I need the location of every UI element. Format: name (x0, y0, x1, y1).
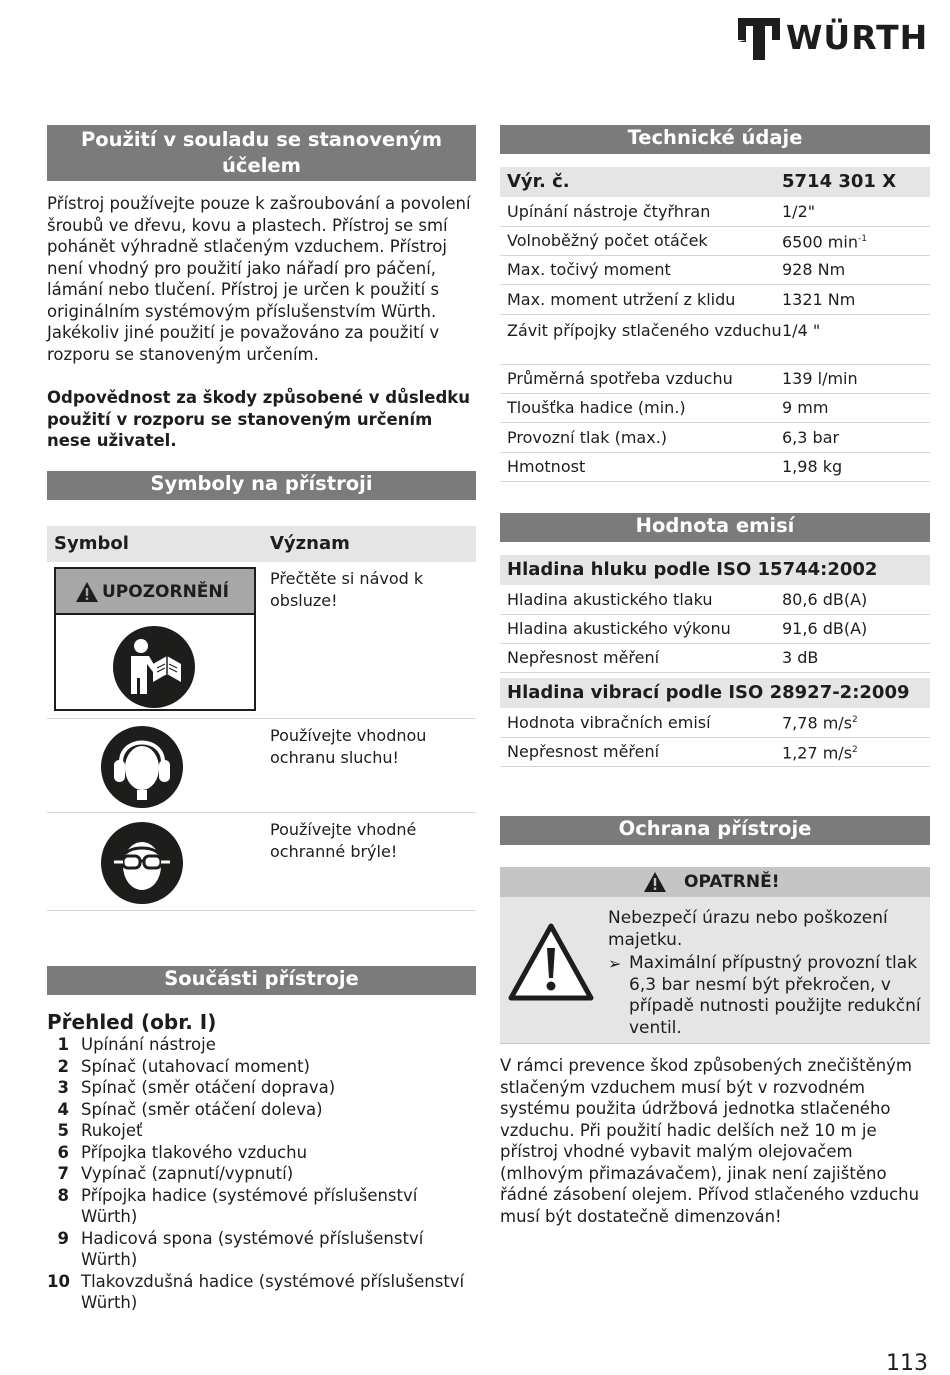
arrow-bullet-icon: ➢ (608, 954, 622, 973)
warning-label-header (56, 569, 254, 615)
component-label: Hadicová spona (systémové příslušenství Würth) (81, 1228, 424, 1269)
spec-value-text: 7,78 m/s (782, 713, 853, 733)
spec-row (500, 364, 930, 393)
technical-header-row (500, 167, 930, 197)
spec-label: Závit přípojky stlačeného vzduchu (500, 314, 782, 364)
component-label: Vypínač (zapnutí/vypnutí) (81, 1164, 294, 1183)
component-item (47, 1056, 476, 1078)
symbols-table-header (47, 526, 476, 562)
spec-value (782, 393, 930, 422)
spec-value-superscript: 2 (852, 715, 858, 726)
component-number: 1 (57, 1035, 69, 1054)
spec-value-text: 6500 min (782, 232, 858, 252)
spec-label: Max. točivý moment (500, 256, 782, 285)
components-section (47, 966, 476, 1314)
intended-use-title: Použití v souladu se stanoveným účelem (47, 125, 476, 181)
spec-value-text: 1/2" (782, 201, 816, 221)
spec-label: Provozní tlak (max.) (500, 423, 782, 452)
spec-value-text: 1,98 kg (782, 456, 843, 476)
article-number-value: 5714 301 X (782, 167, 930, 197)
spec-value (782, 256, 930, 285)
intended-use-section (47, 125, 476, 452)
component-item (47, 1142, 476, 1164)
spec-value (782, 314, 930, 364)
spec-label: Hladina akustického výkonu (500, 614, 782, 643)
symbols-section (47, 471, 476, 911)
noise-header-row-text: Hladina hluku podle ISO 15744:2002 (500, 555, 930, 585)
vibration-header-row-text: Hladina vibrací podle ISO 28927-2:2009 (500, 678, 930, 708)
spec-label: Max. moment utržení z klidu (500, 285, 782, 314)
noise-header-row (500, 555, 930, 585)
page-number: 113 (886, 1351, 928, 1375)
spec-value (782, 452, 930, 481)
caution-text: Nebezpečí úrazu nebo poškození majetku. (608, 908, 888, 950)
spec-row (500, 256, 930, 285)
spec-row (500, 585, 930, 614)
spec-label: Nepřesnost měření (500, 737, 782, 766)
symbol-row-ear (47, 719, 476, 813)
spec-value-text: 1321 Nm (782, 289, 856, 309)
spec-label: Upínání nástroje čtyřhran (500, 197, 782, 226)
spec-value-superscript: -1 (857, 234, 867, 245)
intended-use-paragraph-2: Jakékoliv jiné použití je považováno za použití v rozporu se stanoveným určením. (47, 323, 440, 364)
component-number: 7 (57, 1164, 69, 1183)
large-warning-triangle-icon (507, 922, 595, 1002)
caution-bullet-item (608, 953, 926, 1039)
spec-row (500, 197, 930, 226)
component-number: 4 (57, 1099, 69, 1119)
component-item (47, 1120, 476, 1142)
spec-row (500, 644, 930, 673)
spec-label: Hodnota vibračních emisí (500, 708, 782, 737)
component-number: 3 (57, 1078, 69, 1097)
warning-triangle-icon (643, 871, 667, 893)
component-number: 9 (57, 1228, 69, 1248)
spec-value-text: 139 l/min (782, 369, 858, 389)
spec-value-text: 1/4 " (782, 320, 821, 340)
component-number: 2 (57, 1056, 69, 1076)
warning-label-text: UPOZORNĚNÍ (102, 582, 229, 602)
spec-value (782, 364, 930, 393)
spec-value (782, 644, 930, 673)
spec-label: Nepřesnost měření (500, 644, 782, 673)
protection-title: Ochrana přístroje (500, 816, 930, 845)
spec-row (500, 737, 930, 766)
technical-section (500, 125, 930, 482)
brand-name: WÜRTH (786, 18, 929, 57)
component-label: Spínač (směr otáčení doleva) (81, 1099, 323, 1119)
spec-value (782, 423, 930, 452)
component-label: Spínač (směr otáčení doprava) (81, 1078, 336, 1097)
technical-table (500, 167, 930, 482)
symbols-title: Symboly na přístroji (47, 471, 476, 500)
spec-value (782, 737, 930, 766)
spec-value (782, 614, 930, 643)
meaning-ear: Používejte vhodnou ochranu sluchu! (270, 726, 427, 767)
eye-protection-icon (101, 822, 183, 904)
article-number-label: Výr. č. (500, 167, 782, 197)
emissions-table (500, 555, 930, 767)
spec-value (782, 585, 930, 614)
component-number: 8 (57, 1185, 69, 1205)
intended-use-paragraph: Přístroj používejte pouze k zašroubování a povolení šroubů ve dřevu, kovu a plastech. Přístroj se smí pohánět výhradně stlačeným vzduchem. Přístroj není vhodný pro použití jako nářadí pro páčení, lámání nebo tlučení. Přístroj je určen k použití s originálním systémovým příslušenstvím Würth. (47, 194, 471, 321)
technical-title: Technické údaje (500, 125, 930, 154)
protection-section (500, 816, 930, 1227)
component-item (47, 1034, 476, 1056)
component-item (47, 1077, 476, 1099)
spec-value-text: 3 dB (782, 648, 819, 668)
spec-value (782, 197, 930, 226)
wurth-logo-mark-icon (738, 18, 780, 60)
spec-label: Hmotnost (500, 452, 782, 481)
col-meaning: Význam (270, 533, 350, 554)
component-item (47, 1185, 476, 1228)
spec-row (500, 226, 930, 255)
col-symbol: Symbol (54, 533, 129, 554)
vibration-header-row (500, 678, 930, 708)
spec-label: Průměrná spotřeba vzduchu (500, 364, 782, 393)
spec-label: Hladina akustického tlaku (500, 585, 782, 614)
component-number: 5 (57, 1121, 69, 1140)
ear-protection-icon (101, 726, 183, 808)
liability-warning: Odpovědnost za škody způsobené v důsledku použití v rozporu se stanoveným určením nese uživatel. (47, 388, 471, 450)
component-number: 10 (47, 1271, 70, 1291)
spec-label: Tloušťka hadice (min.) (500, 393, 782, 422)
components-list (47, 1034, 476, 1314)
component-label: Přípojka tlakového vzduchu (81, 1142, 308, 1162)
spec-row (500, 452, 930, 481)
caution-box (500, 867, 930, 1044)
spec-row (500, 285, 930, 314)
caution-bullet-text: Maximální přípustný provozní tlak 6,3 bar nesmí být překročen, v případě nutnosti použijte redukční ventil. (629, 953, 921, 1038)
caution-header (500, 867, 930, 897)
spec-value-text: 928 Nm (782, 260, 846, 280)
component-number: 6 (57, 1142, 69, 1162)
caution-label: OPATRNĚ! (684, 872, 780, 892)
emissions-section (500, 513, 930, 767)
spec-value-text: 6,3 bar (782, 427, 840, 447)
spec-value (782, 285, 930, 314)
spec-row (500, 708, 930, 737)
spec-value-superscript: 2 (852, 744, 858, 755)
spec-row (500, 393, 930, 422)
symbol-row-eye (47, 813, 476, 911)
warning-label-box (54, 567, 256, 711)
component-label: Upínání nástroje (81, 1035, 216, 1054)
spec-row (500, 423, 930, 452)
component-label: Přípojka hadice (systémové příslušenství Würth) (81, 1185, 418, 1226)
read-manual-icon (113, 626, 195, 708)
overview-heading: Přehled (obr. I) (47, 1010, 217, 1034)
component-item (47, 1271, 476, 1314)
spec-row (500, 314, 930, 364)
component-label: Tlakovzdušná hadice (systémové příslušenství Würth) (81, 1271, 465, 1312)
component-item (47, 1228, 476, 1271)
components-title: Součásti přístroje (47, 966, 476, 995)
spec-value (782, 226, 930, 255)
spec-value-text: 9 mm (782, 398, 829, 418)
protection-paragraph: V rámci prevence škod způsobených znečištěným stlačeným vzduchem musí být v rozvodném systému použita údržbová jednotka stlačeného vzduchu. Při použití hadic delších než 10 m je přístroj vhodné vybavit malým olejovačem (mlhovým přimazávačem), jinak není zajištěno řádné zásobení olejem. Přívod stlačeného vzduchu musí být dostatečně dimenzován! (500, 1056, 920, 1226)
spec-value-text: 1,27 m/s (782, 743, 853, 763)
component-item (47, 1099, 476, 1121)
meaning-eye: Používejte vhodné ochranné brýle! (270, 820, 417, 861)
spec-value (782, 708, 930, 737)
wurth-logo (738, 16, 933, 60)
spec-row (500, 614, 930, 643)
meaning-manual: Přečtěte si návod k obsluze! (270, 569, 424, 610)
spec-value-text: 91,6 dB(A) (782, 619, 868, 639)
component-label: Rukojeť (81, 1121, 143, 1140)
symbol-row-manual (47, 562, 476, 719)
emissions-title: Hodnota emisí (500, 513, 930, 542)
warning-triangle-icon (75, 581, 99, 603)
spec-label: Volnoběžný počet otáček (500, 226, 782, 255)
component-label: Spínač (utahovací moment) (81, 1056, 310, 1076)
spec-value-text: 80,6 dB(A) (782, 589, 868, 609)
component-item (47, 1163, 476, 1185)
